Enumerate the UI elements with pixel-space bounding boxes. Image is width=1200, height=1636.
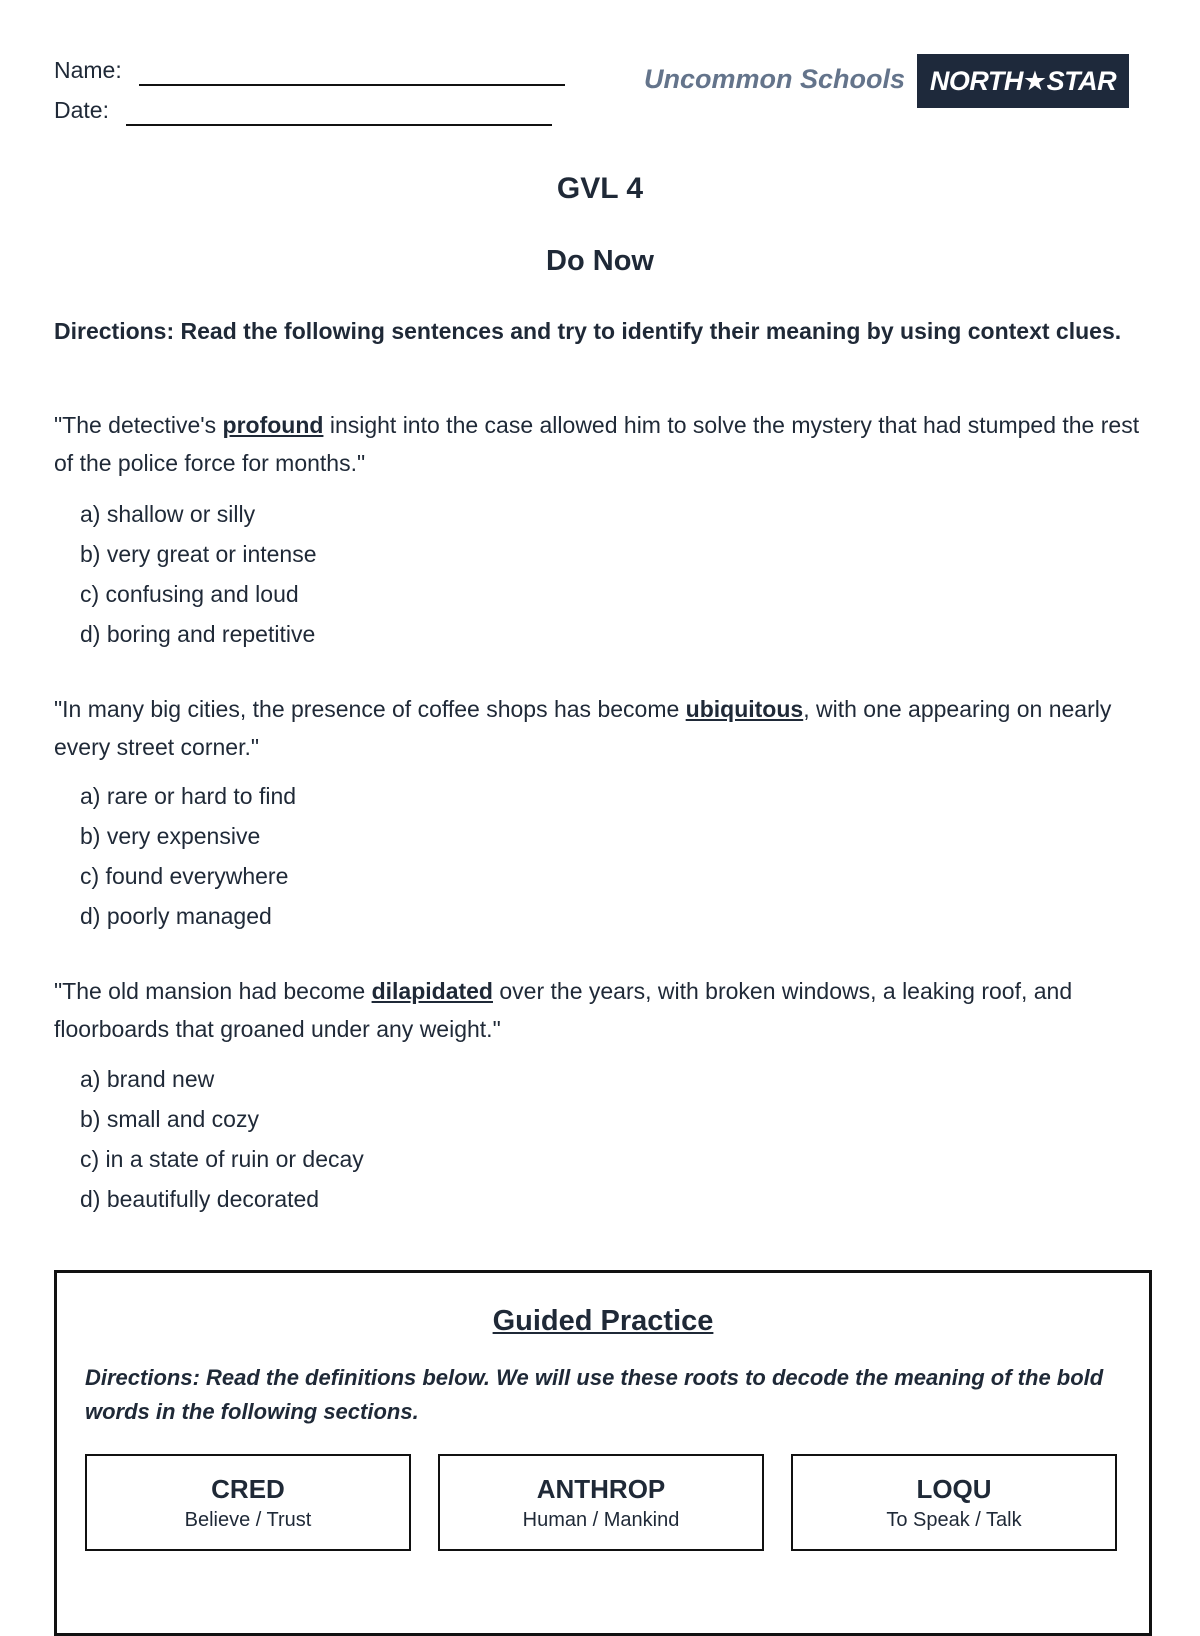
root-meaning: Believe / Trust	[184, 1509, 312, 1531]
directions: Directions: Read the following sentences and try to identify their meaning by using context clues.	[54, 318, 1122, 344]
option[interactable]: a) rare or hard to find	[80, 783, 297, 809]
root: ANTHROP	[536, 1474, 666, 1504]
option[interactable]: b) very expensive	[80, 823, 261, 849]
option[interactable]: b) very great or intense	[80, 541, 317, 567]
vocab-word: profound	[222, 412, 324, 438]
guided-practice-directions: Directions: Read the definitions below. We will use these roots to decode the meaning of the bold words in the following sections.	[85, 1365, 1104, 1424]
option[interactable]: a) shallow or silly	[80, 501, 256, 527]
root-card-anthrop	[438, 1454, 764, 1551]
root: LOQU	[916, 1474, 992, 1504]
option[interactable]: c) confusing and loud	[80, 581, 299, 607]
option[interactable]: c) found everywhere	[80, 863, 289, 889]
question-3: "The old mansion had become dilapidated over the years, with broken windows, a leaking roof, and floorboards that groaned under any weight."	[54, 978, 1073, 1042]
option[interactable]: b) small and cozy	[80, 1106, 259, 1132]
option[interactable]: d) boring and repetitive	[80, 621, 316, 647]
page-subtitle: Do Now	[546, 245, 654, 277]
guided-practice-title: Guided Practice	[492, 1305, 714, 1337]
option[interactable]: a) brand new	[80, 1066, 215, 1092]
root: CRED	[211, 1474, 285, 1504]
root-meaning: To Speak / Talk	[886, 1509, 1022, 1531]
options-3	[80, 1059, 364, 1219]
root-card-loqu	[791, 1454, 1117, 1551]
vocab-word: dilapidated	[371, 978, 493, 1004]
question-1: "The detective's profound insight into the case allowed him to solve the mystery that had stumped the rest of the police force for months."	[54, 412, 1140, 476]
question-2: "In many big cities, the presence of coffee shops has become ubiquitous, with one appearing on nearly every street corner."	[54, 696, 1112, 760]
option[interactable]: d) poorly managed	[80, 903, 272, 929]
vocab-word: ubiquitous	[685, 696, 804, 722]
root-card-cred	[85, 1454, 411, 1551]
north-star-logo: NORTH★STAR	[917, 54, 1129, 108]
name-label: Name:	[54, 57, 122, 83]
name-field[interactable]	[139, 84, 565, 86]
page-title: GVL 4	[556, 172, 644, 205]
options-1	[80, 494, 317, 654]
option[interactable]: d) beautifully decorated	[80, 1186, 320, 1212]
guided-practice-box	[54, 1270, 1152, 1636]
options-2	[80, 776, 296, 936]
date-field[interactable]	[126, 124, 552, 126]
root-meaning: Human / Mankind	[522, 1509, 680, 1531]
option[interactable]: c) in a state of ruin or decay	[80, 1146, 364, 1172]
brand-text: Uncommon Schools	[644, 64, 906, 94]
date-label: Date:	[54, 97, 109, 123]
